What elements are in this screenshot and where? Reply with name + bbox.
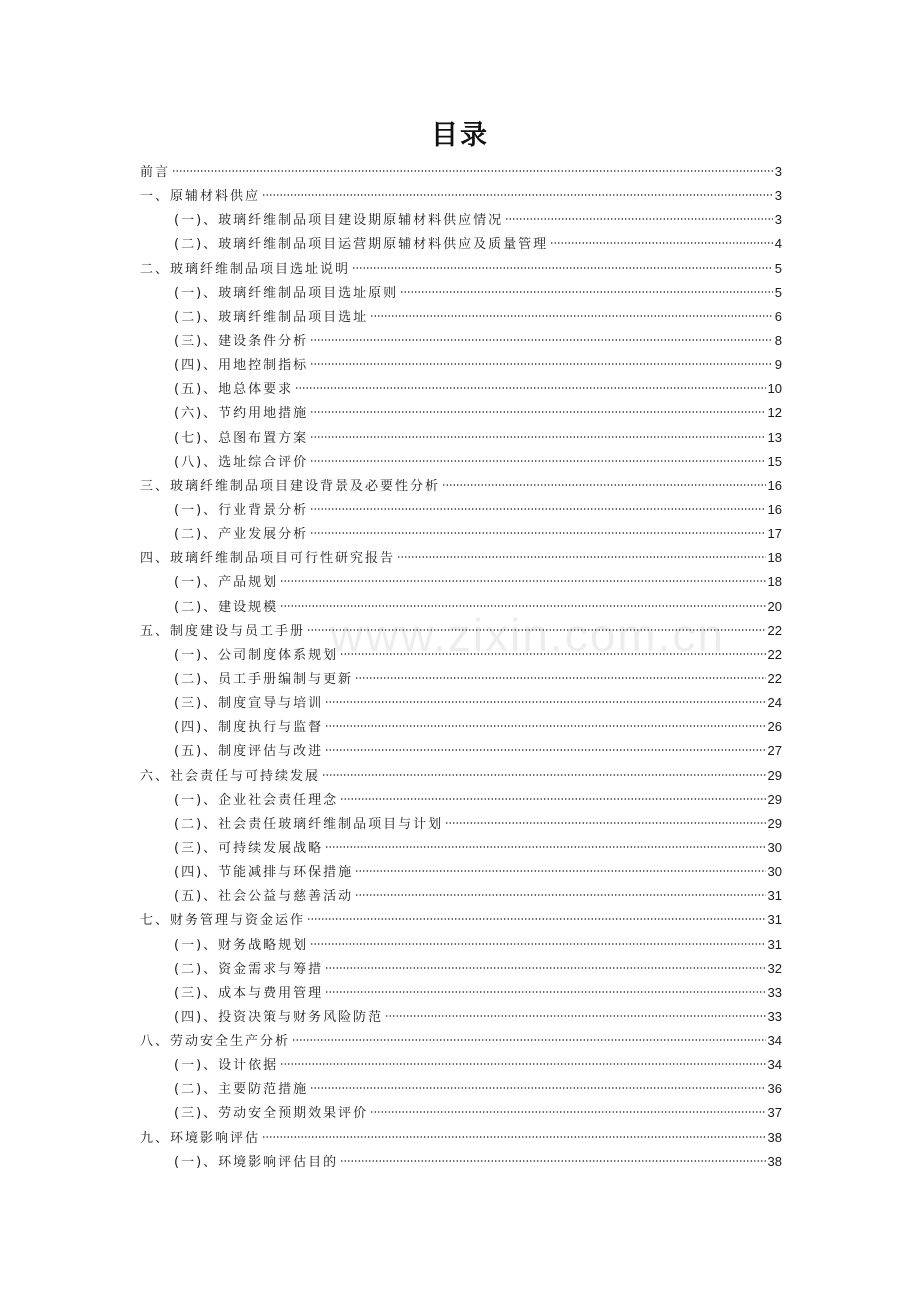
- toc-entry-label: 四、玻璃纤维制品项目可行性研究报告: [140, 551, 396, 567]
- toc-section-entry[interactable]: [140, 401, 782, 425]
- toc-dot-leader: [385, 1015, 765, 1017]
- toc-dot-leader: [172, 170, 773, 172]
- toc-dot-leader: [340, 653, 765, 655]
- toc-page-number: 37: [767, 1105, 782, 1121]
- toc-dot-leader: [442, 484, 766, 486]
- toc-section-entry[interactable]: [140, 1005, 782, 1029]
- toc-dot-leader: [310, 436, 765, 438]
- toc-section-entry[interactable]: [140, 643, 782, 667]
- toc-page-number: 26: [767, 719, 782, 735]
- toc-page-number: 29: [767, 815, 782, 831]
- toc-entry-label: (七)、总图布置方案: [174, 430, 309, 446]
- toc-page-number: 38: [767, 1153, 782, 1169]
- toc-page-number: 29: [767, 791, 782, 807]
- toc-section-entry[interactable]: [140, 450, 782, 474]
- toc-entry-label: 六、社会责任与可持续发展: [140, 768, 321, 784]
- toc-section-entry[interactable]: [140, 1053, 782, 1077]
- toc-section-entry[interactable]: [140, 860, 782, 884]
- toc-section-entry[interactable]: [140, 570, 782, 594]
- toc-page-number: 9: [774, 357, 782, 373]
- toc-page-number: 18: [767, 574, 782, 590]
- toc-page-number: 22: [767, 646, 782, 662]
- toc-dot-leader: [340, 1160, 765, 1162]
- toc-entry-label: 前言: [140, 165, 171, 180]
- toc-entry-label: (三)、劳动安全预期效果评价: [174, 1106, 369, 1122]
- toc-page-number: 29: [767, 767, 782, 783]
- toc-section-entry[interactable]: [140, 884, 782, 908]
- toc-dot-leader: [325, 967, 765, 969]
- toc-entry-label: (一)、公司制度体系规划: [174, 647, 339, 663]
- toc-entry-label: 七、财务管理与资金运作: [140, 913, 306, 929]
- toc-dot-leader: [310, 943, 765, 945]
- toc-page-number: 3: [774, 164, 782, 179]
- toc-page-number: 34: [767, 1057, 782, 1073]
- toc-dot-leader: [397, 556, 766, 558]
- toc-section-entry[interactable]: [140, 957, 782, 981]
- toc-chapter-entry[interactable]: [140, 1126, 782, 1150]
- toc-page-number: 33: [767, 1008, 782, 1024]
- toc-page-number: 6: [774, 308, 782, 324]
- toc-dot-leader: [295, 387, 765, 389]
- toc-list: [140, 160, 782, 1174]
- toc-chapter-entry[interactable]: [140, 546, 782, 570]
- toc-chapter-entry[interactable]: [140, 908, 782, 932]
- toc-dot-leader: [400, 291, 773, 293]
- toc-section-entry[interactable]: [140, 208, 782, 232]
- toc-section-entry[interactable]: [140, 1150, 782, 1174]
- toc-entry-label: (一)、行业背景分析: [174, 502, 309, 518]
- toc-entry-label: (三)、可持续发展战略: [174, 840, 324, 856]
- toc-page-number: 3: [774, 212, 782, 228]
- toc-dot-leader: [445, 822, 765, 824]
- toc-chapter-entry[interactable]: [140, 474, 782, 498]
- toc-dot-leader: [310, 1087, 765, 1089]
- toc-page-number: 13: [767, 429, 782, 445]
- toc-dot-leader: [310, 363, 773, 365]
- toc-chapter-entry[interactable]: [140, 619, 782, 643]
- toc-dot-leader: [352, 267, 773, 269]
- toc-entry-label: (二)、产业发展分析: [174, 527, 309, 543]
- toc-section-entry[interactable]: [140, 329, 782, 353]
- toc-section-entry[interactable]: [140, 353, 782, 377]
- toc-entry-label: (一)、财务战略规划: [174, 937, 309, 953]
- toc-section-entry[interactable]: [140, 981, 782, 1005]
- toc-entry-label: (一)、玻璃纤维制品项目建设期原辅材料供应情况: [174, 213, 504, 229]
- toc-dot-leader: [355, 677, 765, 679]
- toc-entry-label: 九、环境影响评估: [140, 1130, 261, 1146]
- watermark: www.zixin.com.cn: [330, 609, 725, 661]
- toc-entry-label: 二、玻璃纤维制品项目选址说明: [140, 261, 351, 277]
- toc-section-entry[interactable]: [140, 739, 782, 763]
- toc-section-entry[interactable]: [140, 691, 782, 715]
- toc-section-entry[interactable]: [140, 426, 782, 450]
- toc-page-number: 27: [767, 743, 782, 759]
- toc-dot-leader: [310, 411, 765, 413]
- toc-entry-label: (三)、制度宣导与培训: [174, 696, 324, 712]
- toc-dot-leader: [262, 194, 773, 196]
- toc-page-number: 12: [767, 405, 782, 421]
- toc-title: 目录: [431, 120, 489, 151]
- toc-entry-label: (五)、制度评估与改进: [174, 744, 324, 760]
- toc-section-entry[interactable]: [140, 498, 782, 522]
- toc-page-number: 34: [767, 1033, 782, 1049]
- toc-entry-label: (三)、建设条件分析: [174, 333, 309, 349]
- toc-entry-label: 五、制度建设与员工手册: [140, 623, 306, 639]
- toc-section-entry[interactable]: [140, 281, 782, 305]
- toc-dot-leader: [310, 508, 765, 510]
- toc-page-number: 16: [767, 477, 782, 493]
- toc-entry-label: (二)、建设规模: [174, 599, 279, 615]
- toc-page-number: 4: [774, 236, 782, 252]
- toc-section-entry[interactable]: [140, 1101, 782, 1125]
- toc-page-number: 15: [767, 453, 782, 469]
- toc-dot-leader: [280, 580, 765, 582]
- toc-dot-leader: [307, 629, 766, 631]
- toc-entry-label: (一)、设计依据: [174, 1058, 279, 1074]
- toc-entry-label: 一、原辅材料供应: [140, 189, 261, 205]
- toc-dot-leader: [370, 315, 773, 317]
- toc-chapter-entry[interactable]: [140, 257, 782, 281]
- toc-dot-leader: [310, 532, 765, 534]
- toc-page-number: 8: [774, 332, 782, 348]
- toc-entry-label: (二)、员工手册编制与更新: [174, 671, 354, 687]
- toc-section-entry[interactable]: [140, 788, 782, 812]
- toc-entry-label: (四)、节能减排与环保措施: [174, 865, 354, 881]
- toc-section-entry[interactable]: [140, 836, 782, 860]
- toc-entry-label: (一)、企业社会责任理念: [174, 792, 339, 808]
- toc-dot-leader: [325, 991, 765, 993]
- toc-section-entry[interactable]: [140, 232, 782, 256]
- toc-page-number: 30: [767, 864, 782, 880]
- toc-page-number: 3: [774, 188, 782, 204]
- toc-dot-leader: [325, 749, 765, 751]
- toc-page-number: 24: [767, 695, 782, 711]
- toc-section-entry[interactable]: [140, 933, 782, 957]
- toc-dot-leader: [505, 218, 773, 220]
- toc-section-entry[interactable]: [140, 377, 782, 401]
- toc-dot-leader: [370, 1111, 765, 1113]
- toc-entry-label: (二)、主要防范措施: [174, 1082, 309, 1098]
- toc-page-number: 16: [767, 501, 782, 517]
- toc-entry-label: (二)、玻璃纤维制品项目选址: [174, 309, 369, 325]
- toc-page-number: 31: [767, 912, 782, 928]
- toc-section-entry[interactable]: [140, 1077, 782, 1101]
- toc-dot-leader: [322, 774, 766, 776]
- toc-entry-label: 八、劳动安全生产分析: [140, 1034, 291, 1050]
- toc-dot-leader: [280, 605, 765, 607]
- toc-page-number: 22: [767, 622, 782, 638]
- toc-dot-leader: [307, 918, 766, 920]
- toc-dot-leader: [340, 798, 765, 800]
- toc-entry-label: (一)、产品规划: [174, 575, 279, 591]
- toc-dot-leader: [292, 1039, 766, 1041]
- toc-section-entry[interactable]: [140, 595, 782, 619]
- toc-section-entry[interactable]: [140, 667, 782, 691]
- toc-page-number: 33: [767, 984, 782, 1000]
- toc-entry-label: (二)、玻璃纤维制品项目运营期原辅材料供应及质量管理: [174, 237, 549, 253]
- toc-entry-label: (六)、节约用地措施: [174, 406, 309, 422]
- toc-chapter-entry[interactable]: [140, 1029, 782, 1053]
- toc-page-number: 31: [767, 888, 782, 904]
- toc-entry-label: (五)、社会公益与慈善活动: [174, 889, 354, 905]
- toc-dot-leader: [325, 701, 765, 703]
- toc-dot-leader: [262, 1136, 766, 1138]
- toc-section-entry[interactable]: [140, 812, 782, 836]
- toc-page-number: 20: [767, 598, 782, 614]
- toc-dot-leader: [310, 339, 773, 341]
- toc-entry-label: (四)、用地控制指标: [174, 358, 309, 374]
- toc-entry-label: (二)、社会责任玻璃纤维制品项目与计划: [174, 816, 444, 832]
- toc-entry-label: 三、玻璃纤维制品项目建设背景及必要性分析: [140, 478, 441, 494]
- toc-dot-leader: [310, 460, 765, 462]
- toc-page-number: 36: [767, 1081, 782, 1097]
- toc-chapter-entry[interactable]: [140, 160, 782, 184]
- toc-dot-leader: [280, 1063, 765, 1065]
- toc-chapter-entry[interactable]: [140, 764, 782, 788]
- toc-page-number: 32: [767, 960, 782, 976]
- toc-dot-leader: [355, 870, 765, 872]
- toc-dot-leader: [550, 242, 773, 244]
- toc-page-number: 30: [767, 839, 782, 855]
- toc-entry-label: (八)、选址综合评价: [174, 454, 309, 470]
- toc-dot-leader: [355, 894, 765, 896]
- toc-entry-label: (五)、地总体要求: [174, 382, 294, 398]
- toc-section-entry[interactable]: [140, 305, 782, 329]
- toc-page-number: 22: [767, 670, 782, 686]
- toc-entry-label: (四)、投资决策与财务风险防范: [174, 1009, 384, 1025]
- toc-page-number: 38: [767, 1129, 782, 1145]
- toc-page-number: 5: [774, 284, 782, 300]
- toc-entry-label: (三)、成本与费用管理: [174, 985, 324, 1001]
- toc-page-number: 10: [767, 381, 782, 397]
- toc-entry-label: (四)、制度执行与监督: [174, 720, 324, 736]
- toc-page-number: 17: [767, 526, 782, 542]
- toc-section-entry[interactable]: [140, 715, 782, 739]
- toc-dot-leader: [325, 846, 765, 848]
- toc-section-entry[interactable]: [140, 522, 782, 546]
- toc-page-number: 18: [767, 550, 782, 566]
- toc-page-number: 31: [767, 936, 782, 952]
- toc-entry-label: (一)、玻璃纤维制品项目选址原则: [174, 285, 399, 301]
- toc-dot-leader: [325, 725, 765, 727]
- toc-chapter-entry[interactable]: [140, 184, 782, 208]
- toc-entry-label: (二)、资金需求与筹措: [174, 961, 324, 977]
- toc-entry-label: (一)、环境影响评估目的: [174, 1154, 339, 1170]
- toc-page-number: 5: [774, 260, 782, 276]
